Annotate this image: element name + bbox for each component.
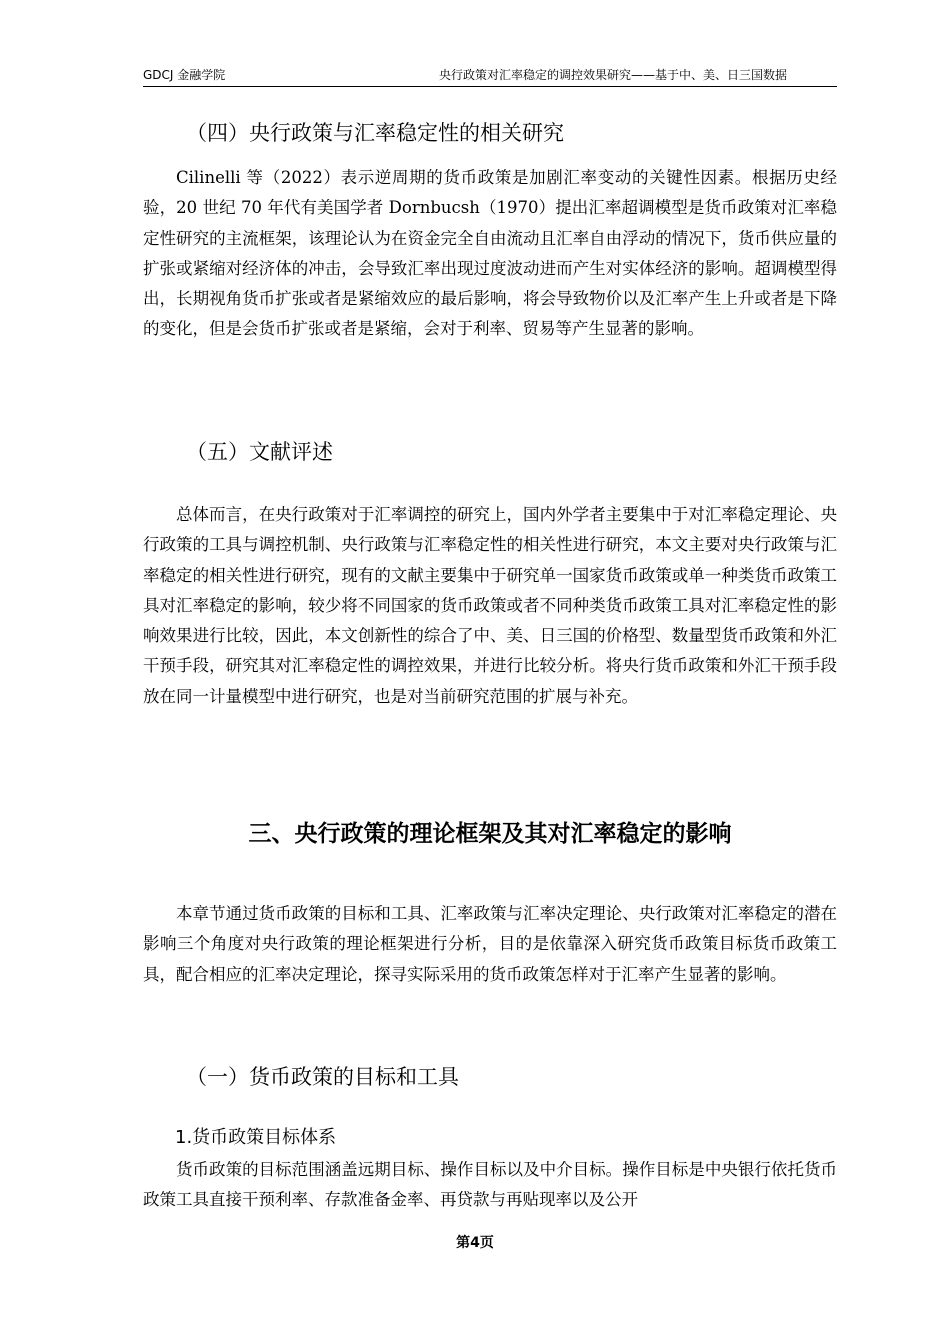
chapter-3-heading: 三、央行政策的理论框架及其对汇率稳定的影响 [248, 821, 732, 847]
section-4-paragraph: Cilinelli 等（2022）表示逆周期的货币政策是加剧汇率变动的关键性因素。根据历史经验，20 世纪 70 年代有美国学者 Dornbucsh（1970）提出汇率超调模型是货币政策对汇率稳定性研究的主流框架，该理论认为在资金完全自由流动且汇率自由浮动的情况下，货币供应量的扩张或紧缩对经济体的冲击，会导致汇率出现过度波动进而产生对实体经济的影响。超调模型得出，长期视角货币扩张或者是紧缩效应的最后影响，将会导致物价以及汇率产生上升或者是下降的变化，但是会货币扩张或者是紧缩，会对于利率、贸易等产生显著的影响。 [143, 168, 837, 339]
section-4-heading: （四）央行政策与汇率稳定性的相关研究 [186, 121, 564, 145]
chapter-3-intro-paragraph: 本章节通过货币政策的目标和工具、汇率政策与汇率决定理论、央行政策对汇率稳定的潜在影响三个角度对央行政策的理论框架进行分析，目的是依靠深入研究货币政策目标货币政策工具，配合相应的汇率决定理论，探寻实际采用的货币政策怎样对于汇率产生显著的影响。 [143, 904, 837, 984]
section-5-paragraph: 总体而言，在央行政策对于汇率调控的研究上，国内外学者主要集中于对汇率稳定理论、央行政策的工具与调控机制、央行政策与汇率稳定性的相关性进行研究，本文主要对央行政策与汇率稳定的相关性进行研究，现有的文献主要集中于研究单一国家货币政策或单一种类货币政策工具对汇率稳定的影响，较少将不同国家的货币政策或者不同种类货币政策工具对汇率稳定性的影响效果进行比较，因此，本文创新性的综合了中、美、日三国的价格型、数量型货币政策和外汇干预手段，研究其对汇率稳定性的调控效果，并进行比较分析。将央行货币政策和外汇干预手段放在同一计量模型中进行研究，也是对当前研究范围的扩展与补充。 [143, 505, 837, 706]
section-5-heading: （五）文献评述 [186, 440, 333, 464]
header-right: 央行政策对汇率稳定的调控效果研究——基于中、美、日三国数据 [438, 68, 787, 82]
subsection-1-paragraph: 货币政策的目标范围涵盖远期目标、操作目标以及中介目标。操作目标是中央银行依托货币政策工具直接干预利率、存款准备金率、再贷款与再贴现率以及公开 [143, 1160, 837, 1210]
page-number: 第4页 [456, 1235, 494, 1251]
page-header [143, 66, 837, 87]
header-left: GDCJ 金融学院 [143, 68, 226, 82]
subsection-1-heading: 1.货币政策目标体系 [175, 1127, 337, 1148]
section-1-heading: （一）货币政策的目标和工具 [186, 1065, 459, 1089]
